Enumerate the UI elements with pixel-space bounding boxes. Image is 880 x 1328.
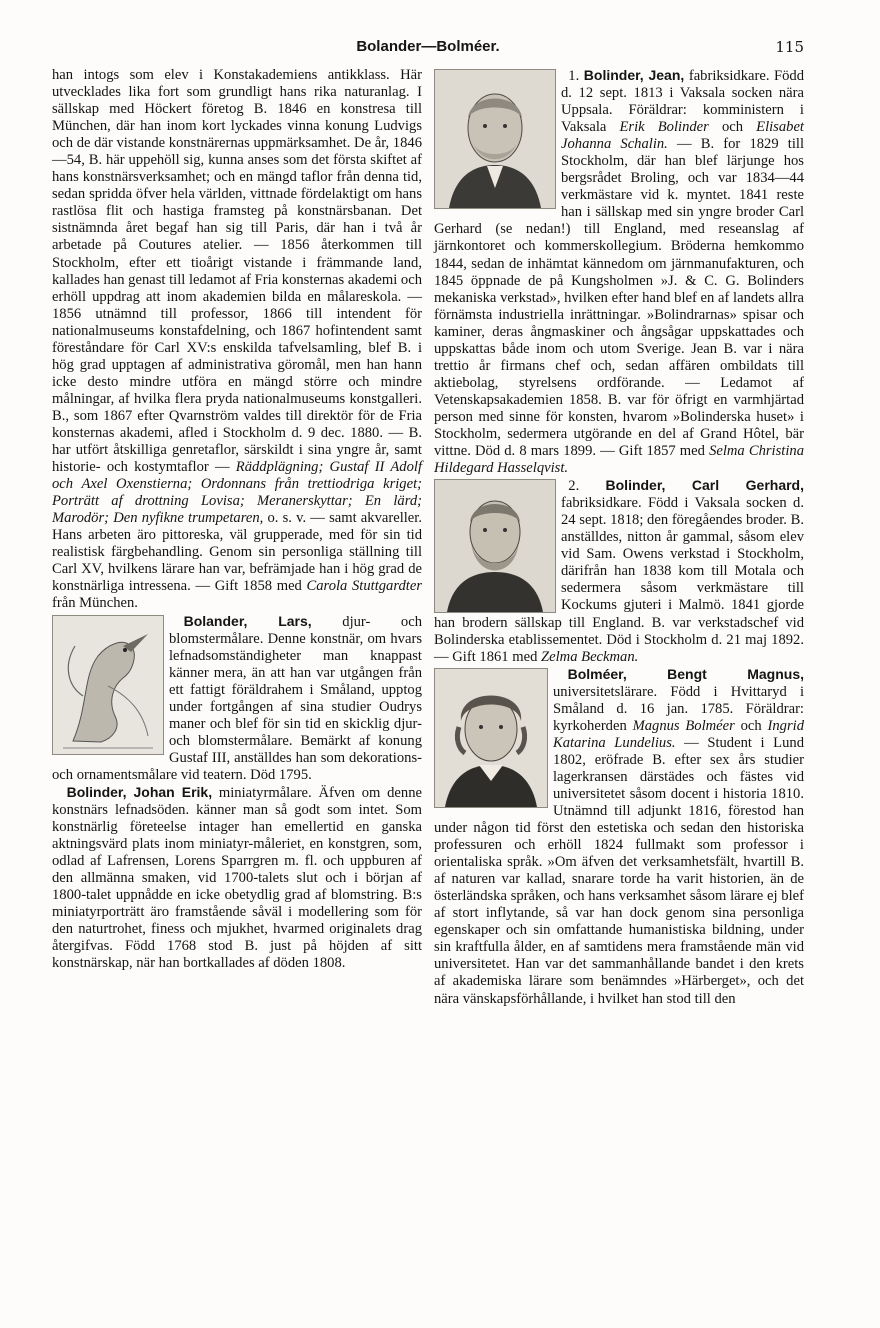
page-number: 115	[775, 38, 804, 56]
headword-bolinder-johan-erik: Bolinder, Johan Erik,	[66, 783, 213, 800]
entry-bolinder-jean: 1. Bolinder, Jean, fabriksidkare. Född d. 12 sept. 1813 i Vaksala socken nära Uppsala. Föräldrar: komministern i Vaksala Erik Bolinder och Elisabet Johanna Schalin. — B. for 1829 till Stockholm, där han blef lärjunge hos bergsrådet Broling, och var 1834—44 verkmästare vid k. myntet. 1841 reste han i sällskap med sin yngre broder Carl Gerhard (se nedan!) till England, med reseanslag af järnkontoret och kommerskollegium. Bröderna hemkommo 1844, sedan de inhämtat kännedom om järnmanufakturen, och 1845 öppnade de på Kungsholmen »J. & C. G. Bolinders mekaniska verkstad», hvilken efter hand blef en af landets allra förnämsta industriella inrättningar. »Bolindrarnas» spisar och kaminer, deras ångmaskiner och ångsågar uppskattades och uppskattas både inom och utom Sverige. Jean B. var i nära trettio år firmans chef och, sedan affären ombildats till aktiebolag, styrelsens ordförande. — Ledamot af Vetenskapsakademien 1858. B. var för öfrigt en varmhjärtad person med sinne för konsten, hvarom »Bolinderska huset» i Stockholm, sedermera utgörande en del af Grand Hôtel, bär vittne. Död d. 8 mars 1899. — Gift 1857 med Selma Christina Hildegard Hasselqvist.	[434, 67, 805, 477]
illustration-bird-drawing	[52, 615, 164, 755]
page-header	[52, 38, 804, 60]
headword-bolander-lars: Bolander, Lars,	[183, 612, 312, 629]
entry-bolinder-johan-erik: Bolinder, Johan Erik, miniatyrmålare. Äfven om denne konstnärs lefnadsöden. känner man så godt som intet. Som konstnärlig företeelse intager han emellertid en ganska aktningsvärd plats inom miniatyr-måleriet, en konstgren, som, odlad af Lafrensen, Lorens Sparrgren m. fl. och uppburen af den allmänna smaken, vid 1700-talets slut och i början af 1800-talet uppnådde en icke obetydlig grad af blomstring. B:s miniatyrporträtt äro framstående såväl i modellering som för den naturtrohet, finess och mjukhet, hvarmed originalets drag återgifvas. Född 1768 stod B. just på höjden af sitt konstnärskap, när han bortkallades af döden 1808.	[52, 783, 422, 972]
portrait-jean-bolinder	[434, 69, 556, 209]
portrait-bengt-magnus-bolmeer	[434, 668, 548, 808]
headword-bolinder-carl-gerhard: Bolinder, Carl Gerhard,	[605, 477, 804, 494]
spouse-name: Zelma Beckman.	[541, 648, 639, 665]
left-column	[52, 67, 422, 972]
portrait-carl-gerhard-bolinder	[434, 479, 556, 613]
running-head: Bolander—Bolméer.	[356, 38, 500, 55]
entry-bolinder-carl-gerhard: 2. Bolinder, Carl Gerhard, fabriksidkare. Född i Vaksala socken d. 24 sept. 1818; den föregåendes broder. B. anställdes, nitton år gammal, såsom elev vid Sam. Owens verkstad i Stockholm, därifrån han 1838 kom till Motala och sedermera såsom verkmästare till Kockums gjuteri i Malmö. 1841 gjorde han brodern sällskap till England. B. var verkstadschef vid Bolinderska etablissementet. Död i Stockholm d. 21 maj 1892. — Gift 1861 med Zelma Beckman.	[434, 477, 804, 665]
headword-bolinder-jean: Bolinder, Jean,	[583, 67, 685, 83]
spouse-name: Carola Stuttgardter	[306, 578, 423, 595]
entry-bolander-continued: han intogs som elev i Konstakademiens antikklass. Här utvecklades lika fort som grundligt hans rika naturanlag. I sällskap med Höckert företog B. 1846 en konstresa till München, där han inom kort lyckades vinna konung Ludvigs och de där vistande konstnärernas uppmärksamhet. De år, 1846—54, B. här uppehöll sig, kunna anses som det första skiftet af hans konstnärsverksamhet; och en mängd taflor från denna tid, sedan spridda öfver hela världen, vittnade fördelaktigt om hans rastlösa flit och hastiga framsteg på konstnärsbanan. Det sistnämnda året begaf han sig till Paris, där han i två år arbetade på Coutures atelier. — 1856 återkommen till Stockholm, efter ett tioårigt vistande i främmande land, kallades han genast till ledamot af Fria konsternas akademi och erhöll uppdrag att inom akademien bilda en målareskola. — 1856 utnämnd till professor, 1866 till intendent för nationalmuseums konstafdelning, och 1867 hofintendent samt föreståndare för Carl XV:s enskilda tafvelsamling, blef B. i hög grad upptagen af administrativa göromål, men han hann icke desto mindre utföra en mängd större och mindre målningar, af hvilka flera pryda nationalmuseums konstgalleri. B., som 1867 efter Qvarnström valdes till direktör för de Fria konsternas akademi, afled i Stockholm d. 9 dec. 1880. — B. har utfört åtskilliga genretaflor, särskildt i sina yngre år, samt historie- och kostymtaflor — Räddplägning; Gustaf II Adolf och Axel Oxenstierna; Ordonnans från trettiodriga kriget; Porträtt af drottning Lovisa; Meranerskyttar; En lärd; Marodör; Den nyfikne trumpetaren, o. s. v. — samt akvareller. Hans arbeten äro pittoreska, väl grupperade, med för sin tid realistisk färgbehandling. Genom sin personliga ställning till Carl XV, hvilkens lärare han var, befrämjade han i hög grad de konstnärliga intressena. — Gift 1858 med Carola Stuttgardter från München.	[52, 67, 423, 612]
right-column	[434, 67, 804, 1008]
entry-bolander-lars: Bolander, Lars, djur- och blomstermålare. Denne konstnär, om hvars lefnadsomständigheter man knappast känner mera, än att han var utgången från ett fattigt föräldrahem i Småland, upptog under fortgången af sina studier Oudrys maner och blef för sin tid en skicklig djur- och blomstermålare. Bemärkt af konung Gustaf III, anställdes han som dekorations- och ornamentsmålare vid teatern. Död 1795.	[52, 612, 422, 783]
headword-bolmeer-bengt-magnus: Bolméer, Bengt Magnus,	[567, 665, 804, 682]
spouse-name: Selma Christina Hildegard Hasselqvist.	[434, 443, 804, 477]
entry-bolmeer-bengt-magnus: Bolméer, Bengt Magnus, universitetslärare. Född i Hvittaryd i Småland d. 16 jan. 1785. Föräldrar: kyrkoherden Magnus Bolméer och Ingrid Katarina Lundelius. — Student i Lund 1802, eröfrade B. efter sex års studier lagerkransen därstädes och fästes vid universitetet såsom docent i historia 1810. Utnämnd till adjunkt 1816, förestod han under någon tid först den estetiska och sedan den historiska professuren och erhöll 1824 fullmakt som professor i orientaliska språk. »Om äfven det verksamhetsfält, hvartill B. af naturen var kallad, snarare torde ha varit historien, än de österländska språken, och hans verksamhet såsom lärare ej blef af stort inflytande, så var han dock genom sina personliga egenskaper och sin omfattande humanistiska bildning, under sin kraftfulla ålder, en af samtidens mera framstående män vid universitetet. Han var det sammanhållande bandet i den krets af akademiska lärare som benämndes »Härberget», och det nära vänskapsförhållande, i hvilket han stod till den	[434, 665, 804, 1007]
works-list: Räddplägning; Gustaf II Adolf och Axel Oxenstierna; Ordonnans från trettiodriga kriget; Porträtt af drottning Lovisa; Meranerskyttar; En lärd; Marodör; Den nyfikne trumpetaren,	[52, 459, 422, 527]
